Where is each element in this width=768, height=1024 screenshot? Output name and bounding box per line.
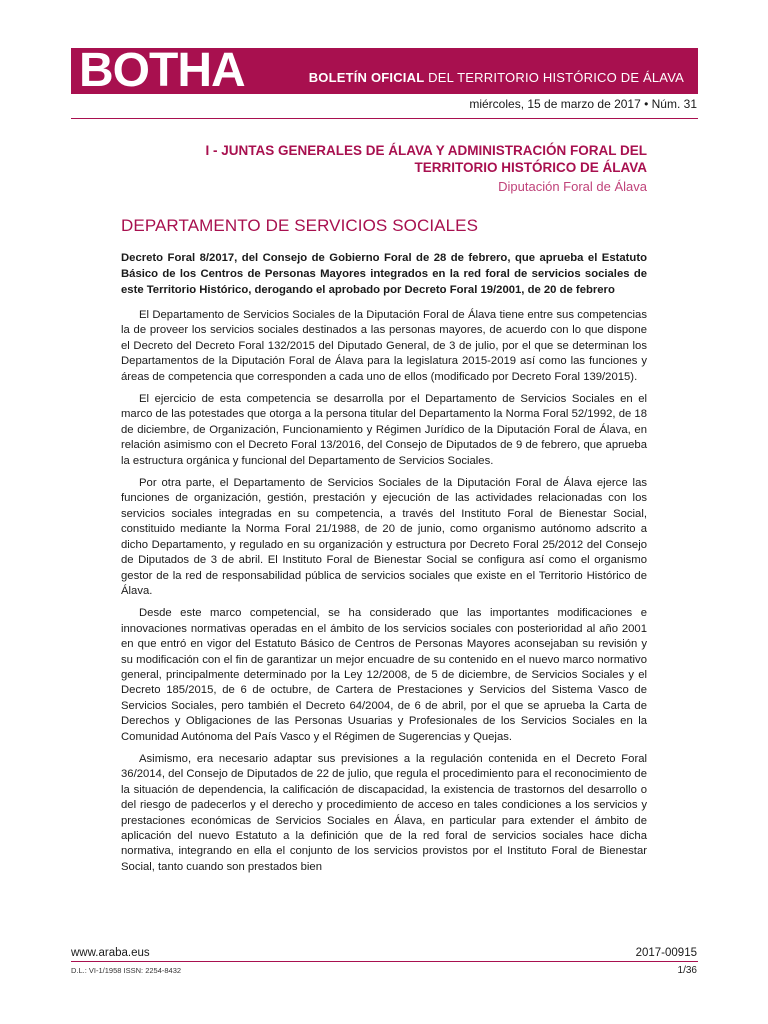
decree-title: Decreto Foral 8/2017, del Consejo de Gobierno Foral de 28 de febrero, que aprueba el Estatuto Básico de los Centros de Personas Mayores integrados en la red foral de servicios sociales de este Territorio Histórico, derogando el aprobado por Decreto Foral 19/2001, de 20 de febrero bbox=[121, 252, 647, 296]
paragraph: El ejercicio de esta competencia se desarrolla por el Departamento de Servicios Sociales en el marco de las potestades que otorga a la persona titular del Departamento la Norma Foral 52/1992, de 18 de diciembre, de Organización, Funcionamiento y Régimen Jurídico de la Diputación Foral de Álava, en relación asimismo con el Decreto Foral 13/2016, del Consejo de Diputados de 9 de febrero, que aprueba la estructura orgánica y funcional del Departamento de Servicios Sociales. bbox=[121, 393, 647, 467]
document-number: 2017-00915 bbox=[635, 947, 697, 959]
department-heading: DEPARTAMENTO DE SERVICIOS SOCIALES bbox=[121, 216, 479, 235]
issue-date-line: miércoles, 15 de marzo de 2017 • Núm. 31 bbox=[469, 97, 697, 111]
legal-deposit: D.L.: VI-1/1958 ISSN: 2254-8432 bbox=[71, 966, 182, 975]
paragraph: Desde este marco competencial, se ha considerado que las importantes modificaciones e innovaciones normativas operadas en el ámbito de los servicios sociales con posterioridad al año 2001 en que entró en vigor del Estatuto Básico de Centros de Personas Mayores aconsejaban su revisión y su modificación con el fin de garantizar un mejor encuadre de su contenido en el nuevo marco normativo general, principalmente determinado por la Ley 12/2008, de 5 de diciembre, de Servicios Sociales y el Decreto 185/2015, de 6 de octubre, de Cartera de Prestaciones y Servicios del Sistema Vasco de Servicios Sociales, pero también el Decreto 64/2004, de 6 de abril, por el que se aprueba la Carta de Derechos y Obligaciones de las Personas Usuarias y Profesionales de los Servicios Sociales en la Comunidad Autónoma del País Vasco y el Régimen de Sugerencias y Quejas. bbox=[121, 607, 647, 743]
botha-logo: BOTHA bbox=[79, 44, 245, 97]
paragraph: Asimismo, era necesario adaptar sus previsiones a la regulación contenida en el Decreto Foral 36/2014, del Consejo de Diputados de 22 de julio, que regula el procedimiento para el reconocimiento de la situación de dependencia, la calificación de discapacidad, la existencia de trastornos del desarrollo o del riesgo de padecerlos y el derecho y procedimiento de acceso en tales condiciones a los servicios y prestaciones económicas de Servicios Sociales en Álava, en particular para extender el ámbito de aplicación del nuevo Estatuto a la definición que de la red foral de servicios sociales hace dicha normativa, integrando en ella el conjunto de los servicios provistos por el Instituto Foral de Bienestar Social, tanto cuando son prestados bien bbox=[121, 752, 647, 873]
page-number: 1/36 bbox=[677, 965, 697, 976]
body-text bbox=[121, 308, 647, 882]
section-title: I - JUNTAS GENERALES DE ÁLAVA Y ADMINISTRACIÓN FORAL DEL TERRITORIO HISTÓRICO DE ÁLAVA bbox=[205, 143, 647, 175]
header-divider bbox=[71, 118, 698, 119]
section-subtitle: Diputación Foral de Álava bbox=[498, 179, 647, 194]
footer-divider bbox=[71, 961, 698, 962]
paragraph: Por otra parte, el Departamento de Servicios Sociales de la Diputación Foral de Álava ejerce las funciones de organización, gestión, prestación y ejecución de las actividades relacionadas con los servicios sociales integradas en su competencia, a través del Instituto Foral de Bienestar Social, constituido mediante la Norma Foral 21/1988, de 20 de junio, como organismo autónomo adscrito a dicho Departamento, y regulado en su organización y estructura por Decreto Foral 25/2012 del Consejo de Diputados de 3 de abril. El Instituto Foral de Bienestar Social se configura así como el organismo gestor de la red de responsabilidad pública de servicios sociales que existe en el Territorio Histórico de Álava. bbox=[121, 477, 647, 597]
bulletin-name-bold: BOLETÍN OFICIAL bbox=[308, 70, 425, 85]
bulletin-name-rest: DEL TERRITORIO HISTÓRICO DE ÁLAVA bbox=[424, 70, 684, 85]
bulletin-name bbox=[309, 70, 684, 86]
masthead-banner bbox=[71, 44, 698, 97]
website-link[interactable]: www.araba.eus bbox=[71, 947, 150, 959]
paragraph: El Departamento de Servicios Sociales de la Diputación Foral de Álava tiene entre sus competencias la de proveer los servicios sociales destinados a las personas mayores, de acuerdo con lo que dispone el Decreto del Decreto Foral 132/2015 del Diputado General, de 3 de julio, por el que se determinan los Departamentos de la Diputación Foral de Álava para la legislatura 2015-2019 así como las funciones y áreas de competencia que corresponden a cada uno de ellos (modificado por Decreto Foral 139/2015). bbox=[121, 309, 647, 383]
